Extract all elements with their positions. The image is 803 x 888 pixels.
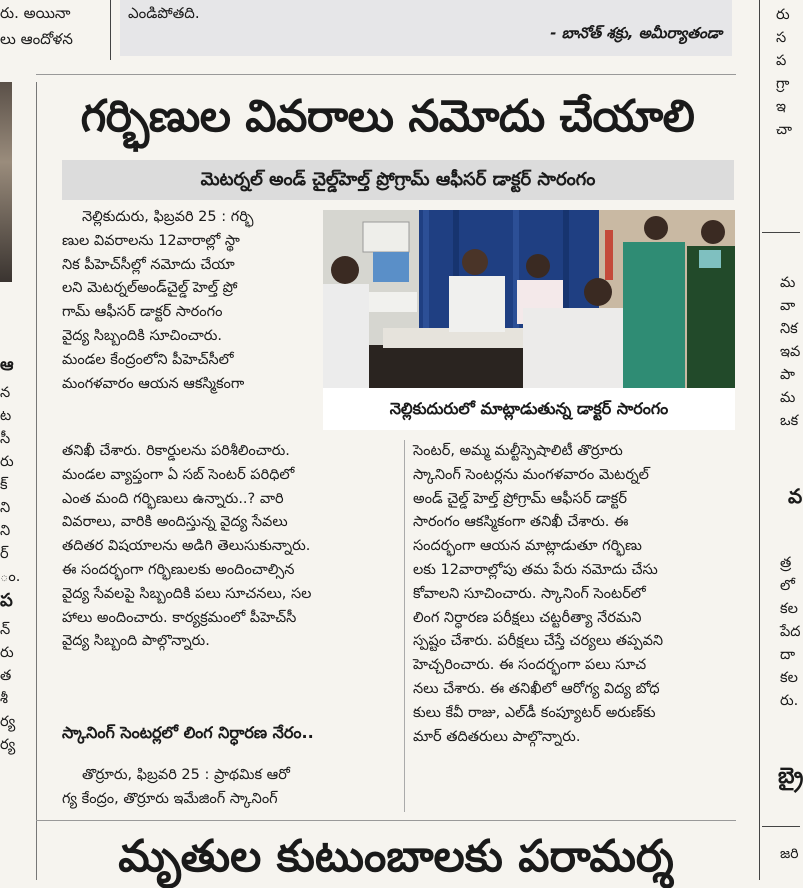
body-line: వైద్య సిబ్బంది పాల్గొన్నారు.	[62, 633, 210, 650]
edge-line: ర్య	[0, 737, 16, 753]
edge-line: ప	[776, 53, 787, 69]
body-line: గామ్ ఆఫీసర్ డాక్టర్ సారంగం	[62, 304, 223, 321]
left-edge-photo	[0, 82, 12, 282]
photo-caption-box	[323, 388, 735, 430]
right-edge-mark: వ	[788, 484, 803, 508]
edge-line: రు	[0, 454, 14, 470]
edge-line: సీ	[0, 431, 11, 447]
body-line: సెంటర్, అమ్మ మల్టీస్పెషాలిటీ తొర్రూరు	[413, 443, 623, 459]
body-line: హెచ్చరించారు. ఈ సందర్భంగా పలు సూచ	[413, 657, 647, 674]
body-line: లకు 12వారాల్లోపు తమ పేరు నమోదు చేసు	[413, 561, 658, 578]
body-line: సందర్భంగా ఆయన మాట్లాడుతూ గర్భిణు	[413, 538, 642, 555]
body-line: అండ్ చైల్డ్ హెల్త్ ప్రోగ్రామ్ ఆఫీసర్ డాక్టర్	[413, 490, 627, 507]
edge-line: పా	[780, 367, 795, 383]
edge-line: శీ	[0, 691, 8, 707]
edge-line: ఇ	[776, 99, 786, 115]
edge-line: గ్రా	[776, 76, 790, 92]
fragment-line: రు. అయినా	[0, 4, 71, 22]
edge-line: స	[776, 30, 787, 46]
body-line: తదితర విషయాలను అడిగి తెలుసుకున్నారు.	[62, 538, 311, 555]
left-edge-text	[0, 382, 21, 877]
edge-line: ం.	[0, 569, 21, 585]
edge-line: మ	[780, 390, 796, 406]
body-line: మండల వ్యాప్తంగా ఏ సబ్ సెంటర్ పరిధిలో	[62, 466, 295, 483]
column-rule	[759, 0, 760, 880]
photo-caption: నెల్లికుదురులో మాట్లాడుతున్న డాక్టర్ సారంగం	[389, 399, 669, 418]
body-line: వివరాలు, వారికి అందిస్తున్న వైద్య సేవలు	[62, 514, 288, 531]
body-line: వైద్య సేవలపై సిబ్బందికి పలు సూచనలు, సల	[62, 585, 312, 602]
body-line: మార్ తదితరులు పాల్గొన్నారు.	[413, 728, 581, 745]
edge-line: ని	[0, 523, 11, 539]
edge-line: ఒక	[780, 413, 799, 429]
body-line: నలు చేశారు. ఈ తనిఖీలో ఆరోగ్య విద్య బోధ	[413, 680, 660, 697]
top-box-text: ఎండిపోతది.	[128, 4, 200, 22]
section-rule	[762, 232, 800, 233]
body-line: నిక పీహెచ్‌సీల్లో నమోదు చేయా	[62, 256, 235, 273]
article-body-col2	[413, 440, 735, 749]
bottom-headline: మృతుల కుటుంబాలకు పరామర్శ	[118, 831, 674, 882]
body-line: హాలు అందించారు. కార్యక్రమంలో పీహెచ్‌సీ	[62, 609, 297, 626]
edge-line: ఇవ	[780, 344, 801, 360]
column-rule	[110, 0, 111, 60]
edge-line: దా	[780, 647, 796, 663]
section-rule	[36, 820, 736, 821]
right-edge-text-2	[780, 272, 800, 472]
edge-line: ర్	[0, 546, 9, 562]
edge-line: చా	[776, 122, 792, 138]
body-line: మండల కేంద్రంలోని పీహెచ్‌సీలో	[62, 351, 234, 368]
article-body-col1-upper	[62, 206, 320, 396]
column-rule	[36, 82, 37, 880]
edge-line: పేద	[780, 624, 801, 640]
section-rule	[762, 826, 800, 827]
photo-illustration	[323, 210, 735, 388]
article-body-col1-lower	[62, 440, 392, 654]
body-line: తనిఖీ చేశారు. రికార్డులను పరిశీలించారు.	[62, 443, 290, 459]
body-line: నెల్లికుదురు, ఫిబ్రవరి 25 : గర్భి	[82, 209, 254, 225]
edge-line: రు.	[780, 693, 799, 709]
section-rule	[36, 74, 736, 75]
body-line: వైద్య సిబ్బందికి సూచించారు.	[62, 327, 223, 344]
edge-line: నిక	[780, 321, 798, 337]
edge-line: రు	[0, 645, 14, 661]
subheading: స్కానింగ్ సెంటర్లలో లింగ నిర్ధారణ నేరం..	[62, 723, 314, 742]
right-edge-text	[776, 4, 800, 249]
body-line: కోవాలని సూచించారు. స్కానింగ్ సెంటర్‌లో	[413, 585, 646, 602]
body-line: స్పష్టం చేశారు. పరీక్షలు చేస్తే చర్యలు తప్పవని	[413, 633, 664, 650]
edge-line: క్	[0, 477, 8, 493]
article-body-col1-bottom	[62, 764, 392, 812]
left-edge-mark: ఆ	[0, 355, 14, 375]
top-quote-box	[120, 0, 732, 56]
edge-line: కల	[780, 670, 798, 686]
subhead-bar	[62, 160, 734, 200]
body-line: ఈ సందర్భంగా గర్భిణులకు అందించాల్సిన	[62, 561, 295, 578]
body-line: స్కానింగ్ సెంటర్లను మంగళవారం మెటర్నల్	[413, 466, 649, 483]
body-line: తొర్రూరు, ఫిబ్రవరి 25 : ప్రాథమిక ఆరో	[82, 767, 290, 783]
edge-line: త్ర	[780, 555, 792, 571]
edge-line: వా	[780, 298, 796, 314]
edge-line: న్	[0, 622, 11, 638]
body-line: గ్య కేంద్రం, తొర్రూరు ఇమేజింగ్ స్కానింగ్	[62, 790, 278, 807]
body-line: కులు కేవీ రాజు, ఎల్‌డీ కంప్యూటర్ అరుణ్‌కు	[413, 704, 656, 721]
edge-line: కల	[780, 601, 798, 617]
edge-line: ర్య	[0, 714, 16, 730]
body-line: మంగళవారం ఆయన ఆకస్మికంగా	[62, 375, 245, 392]
edge-line: న	[0, 385, 11, 401]
edge-mark: ప	[0, 590, 13, 611]
edge-line: లో	[780, 578, 795, 594]
right-edge-mark: బ్రై	[778, 764, 803, 789]
body-line: లింగ నిర్ధారణ పరీక్షలు చట్టరీత్యా నేరమని	[413, 609, 642, 626]
edge-line: మ	[780, 275, 796, 291]
edge-line: త	[0, 668, 12, 684]
top-left-fragment	[0, 0, 110, 60]
body-line: సారంగం ఆకస్మికంగా తనిఖీ చేశారు. ఈ	[413, 514, 629, 531]
edge-line: ని	[0, 500, 11, 516]
page-headline: గర్భిణుల వివరాలు నమోదు చేయాలి	[80, 91, 695, 142]
column-rule	[404, 440, 405, 812]
fragment-line: లు ఆందోళన	[0, 30, 73, 48]
right-edge-mark: జరి	[780, 846, 799, 862]
body-line: లని మెటర్నల్‌అండ్‌చైల్డ్ హెల్త్ ప్రో	[62, 280, 238, 297]
subhead: మెటర్నల్ అండ్ చైల్డ్‌హెల్త్ ప్రోగ్రామ్ ఆఫీసర్ డాక్టర్ సారంగం	[200, 169, 596, 190]
right-edge-text-3	[780, 552, 800, 762]
body-line: ఎంత మంది గర్భిణులు ఉన్నారు..? వారి	[62, 490, 284, 507]
news-photo	[323, 210, 735, 388]
body-line: ణుల వివరాలను 12వారాల్లో స్థా	[62, 232, 240, 249]
top-box-byline: - బానోత్ శక్రు, అమీర్యాతండా	[550, 24, 722, 42]
edge-line: రు	[776, 7, 790, 23]
edge-line: ట	[0, 408, 12, 424]
